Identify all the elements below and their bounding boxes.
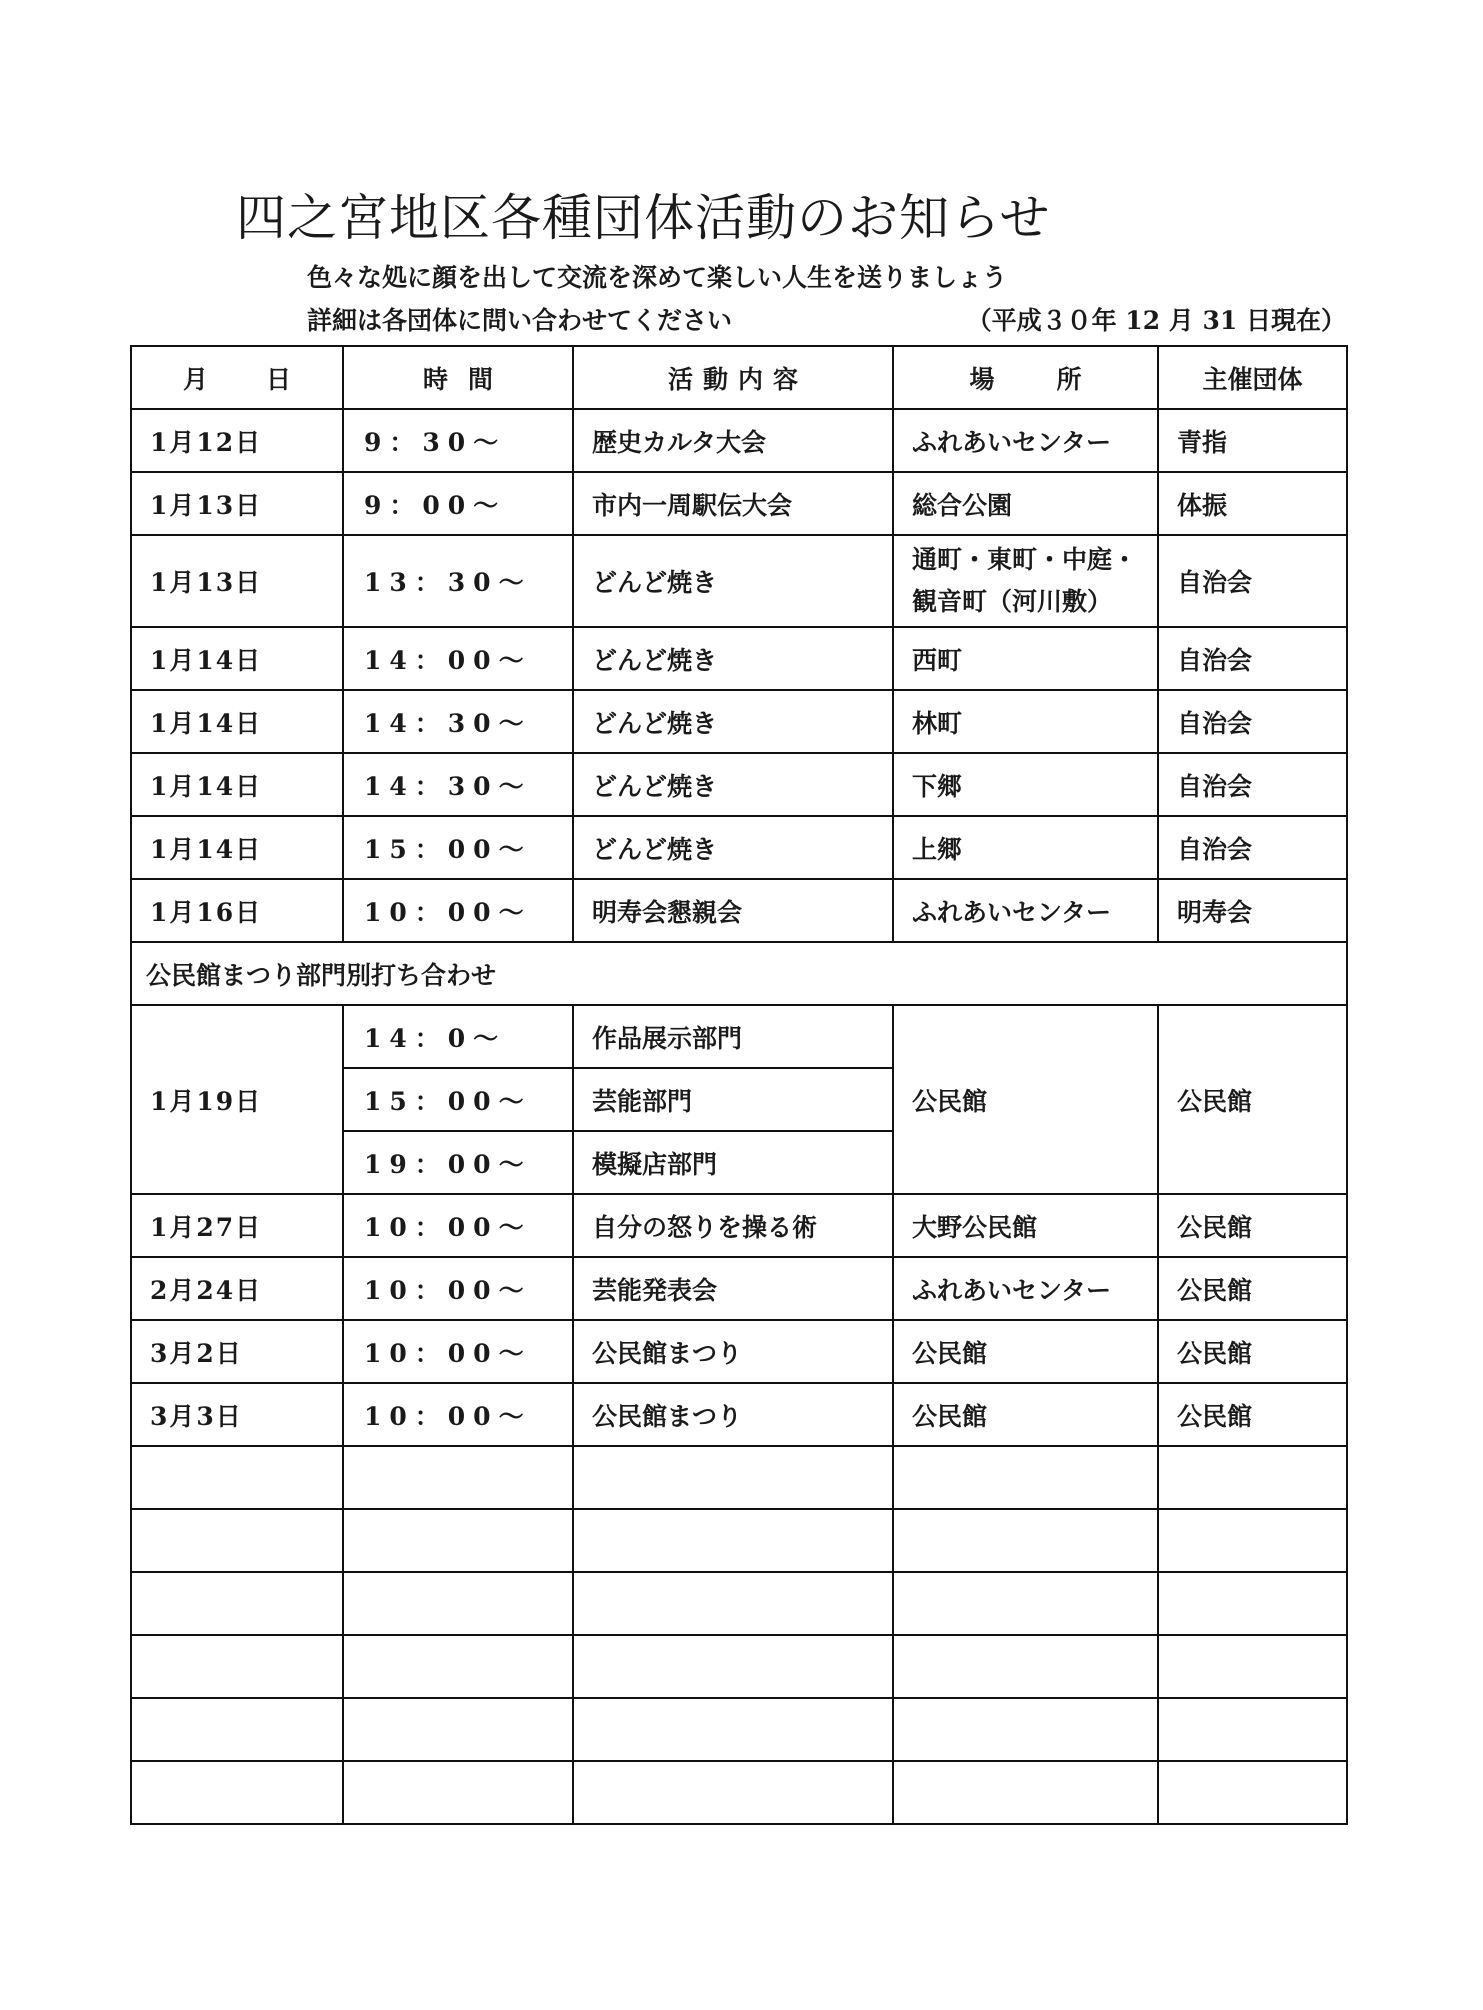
cell-place-empty xyxy=(893,1572,1158,1635)
cell-activity-empty xyxy=(573,1572,893,1635)
cell-date: 1月13日 xyxy=(131,535,343,627)
cell-time: 15：00～ xyxy=(343,816,573,879)
cell-organizer: 公民館 xyxy=(1158,1383,1347,1446)
activity-schedule-table xyxy=(130,345,1348,1825)
header-organizer xyxy=(1158,346,1347,409)
table-row-group xyxy=(131,1005,1347,1068)
section-heading: 公民館まつり部門別打ち合わせ xyxy=(131,942,1347,1005)
cell-organizer: 自治会 xyxy=(1158,627,1347,690)
header-date xyxy=(131,346,349,409)
empty-table-row xyxy=(131,1761,1347,1824)
table-row xyxy=(131,627,1347,690)
cell-place: 林町 xyxy=(893,690,1158,753)
cell-time: 10：00～ xyxy=(343,1194,573,1257)
empty-table-row xyxy=(131,1635,1347,1698)
cell-date-empty xyxy=(131,1635,343,1698)
contact-note: 詳細は各団体に問い合わせてください xyxy=(307,306,733,335)
table-body xyxy=(131,409,1347,1824)
cell-time: 9：30～ xyxy=(343,409,573,472)
cell-place-empty xyxy=(893,1446,1158,1509)
cell-date-empty xyxy=(131,1698,343,1761)
section-heading-row xyxy=(131,942,1347,1005)
cell-organizer: 自治会 xyxy=(1158,690,1347,753)
cell-place: 大野公民館 xyxy=(893,1194,1158,1257)
cell-organizer-empty xyxy=(1158,1761,1347,1824)
cell-activity: どんど焼き xyxy=(573,816,893,879)
cell-date: 1月12日 xyxy=(131,409,343,472)
cell-time-empty xyxy=(343,1509,573,1572)
cell-place: 公民館 xyxy=(893,1383,1158,1446)
cell-time: 10：00～ xyxy=(343,879,573,942)
cell-date: 1月16日 xyxy=(131,879,343,942)
table-row xyxy=(131,879,1347,942)
cell-date: 1月14日 xyxy=(131,627,343,690)
header-time xyxy=(343,346,573,409)
cell-activity: 自分の怒りを操る術 xyxy=(573,1194,893,1257)
document-subtitle: 色々な処に顔を出して交流を深めて楽しい人生を送りましょう xyxy=(307,263,1008,292)
cell-time: 14：00～ xyxy=(343,627,573,690)
table-row xyxy=(131,472,1347,535)
cell-activity-empty xyxy=(573,1635,893,1698)
cell-activity: 芸能部門 xyxy=(573,1068,893,1131)
cell-place: 下郷 xyxy=(893,753,1158,816)
header-activity-label: 活動内容 xyxy=(667,364,808,394)
cell-activity: 作品展示部門 xyxy=(573,1005,893,1068)
cell-time-empty xyxy=(343,1572,573,1635)
cell-time: 14：30～ xyxy=(343,690,573,753)
cell-place: 公民館 xyxy=(893,1320,1158,1383)
cell-date-empty xyxy=(131,1761,343,1824)
cell-activity-empty xyxy=(573,1446,893,1509)
cell-activity: どんど焼き xyxy=(573,535,893,627)
cell-date: 2月24日 xyxy=(131,1257,343,1320)
header-date-label: 月日 xyxy=(182,364,349,394)
cell-time: 13：30～ xyxy=(343,535,573,627)
cell-organizer-empty xyxy=(1158,1446,1347,1509)
header-activity xyxy=(573,346,893,409)
cell-place: ふれあいセンター xyxy=(893,879,1158,942)
cell-time: 14：30～ xyxy=(343,753,573,816)
document-title: 四之宮地区各種団体活動のお知らせ xyxy=(236,189,1051,247)
empty-table-row xyxy=(131,1509,1347,1572)
cell-time-empty xyxy=(343,1761,573,1824)
cell-time-empty xyxy=(343,1698,573,1761)
cell-time-empty xyxy=(343,1635,573,1698)
cell-place-empty xyxy=(893,1509,1158,1572)
cell-activity-empty xyxy=(573,1698,893,1761)
cell-date: 1月14日 xyxy=(131,690,343,753)
cell-date: 3月2日 xyxy=(131,1320,343,1383)
cell-place-empty xyxy=(893,1761,1158,1824)
as-of-date: （平成３０年 12 月 31 日現在） xyxy=(966,306,1346,335)
cell-activity: どんど焼き xyxy=(573,753,893,816)
table-row xyxy=(131,1383,1347,1446)
cell-place: 上郷 xyxy=(893,816,1158,879)
cell-organizer: 青指 xyxy=(1158,409,1347,472)
cell-date: 3月3日 xyxy=(131,1383,343,1446)
cell-activity-empty xyxy=(573,1761,893,1824)
cell-activity: 明寿会懇親会 xyxy=(573,879,893,942)
cell-organizer: 公民館 xyxy=(1158,1194,1347,1257)
cell-time-empty xyxy=(343,1446,573,1509)
table-row xyxy=(131,753,1347,816)
cell-organizer-empty xyxy=(1158,1572,1347,1635)
empty-table-row xyxy=(131,1572,1347,1635)
cell-time: 14：0～ xyxy=(343,1005,573,1068)
cell-place: 総合公園 xyxy=(893,472,1158,535)
empty-table-row xyxy=(131,1446,1347,1509)
empty-table-row xyxy=(131,1698,1347,1761)
cell-place-empty xyxy=(893,1698,1158,1761)
table-row xyxy=(131,1194,1347,1257)
header-time-label: 時間 xyxy=(422,364,513,394)
cell-place: ふれあいセンター xyxy=(893,409,1158,472)
cell-place: ふれあいセンター xyxy=(893,1257,1158,1320)
cell-organizer: 体振 xyxy=(1158,472,1347,535)
cell-activity: どんど焼き xyxy=(573,627,893,690)
table-row xyxy=(131,409,1347,472)
cell-date: 1月14日 xyxy=(131,816,343,879)
cell-activity: 公民館まつり xyxy=(573,1320,893,1383)
cell-organizer: 自治会 xyxy=(1158,753,1347,816)
cell-place: 公民館 xyxy=(893,1005,1158,1194)
cell-date-empty xyxy=(131,1572,343,1635)
cell-organizer-empty xyxy=(1158,1509,1347,1572)
cell-time: 10：00～ xyxy=(343,1257,573,1320)
table-row xyxy=(131,816,1347,879)
cell-organizer-empty xyxy=(1158,1698,1347,1761)
cell-organizer: 公民館 xyxy=(1158,1320,1347,1383)
table-header-row xyxy=(131,346,1347,409)
cell-activity: どんど焼き xyxy=(573,690,893,753)
header-organizer-label: 主催団体 xyxy=(1202,364,1303,394)
cell-time: 9：00～ xyxy=(343,472,573,535)
cell-date: 1月19日 xyxy=(131,1005,343,1194)
table-row xyxy=(131,535,1347,627)
cell-organizer: 公民館 xyxy=(1158,1005,1347,1194)
cell-activity: 歴史カルタ大会 xyxy=(573,409,893,472)
cell-organizer: 公民館 xyxy=(1158,1257,1347,1320)
cell-organizer: 自治会 xyxy=(1158,816,1347,879)
table-row xyxy=(131,690,1347,753)
cell-date: 1月27日 xyxy=(131,1194,343,1257)
header-place xyxy=(893,346,1158,409)
table-row xyxy=(131,1320,1347,1383)
cell-date: 1月14日 xyxy=(131,753,343,816)
cell-place: 西町 xyxy=(893,627,1158,690)
cell-place: 通町・東町・中庭・観音町（河川敷） xyxy=(893,535,1158,627)
cell-time: 19：00～ xyxy=(343,1131,573,1194)
cell-organizer: 明寿会 xyxy=(1158,879,1347,942)
header-place-label: 場所 xyxy=(969,364,1144,394)
cell-date-empty xyxy=(131,1446,343,1509)
cell-time: 10：00～ xyxy=(343,1383,573,1446)
cell-time: 10：00～ xyxy=(343,1320,573,1383)
cell-activity-empty xyxy=(573,1509,893,1572)
cell-activity: 芸能発表会 xyxy=(573,1257,893,1320)
cell-time: 15：00～ xyxy=(343,1068,573,1131)
cell-activity: 模擬店部門 xyxy=(573,1131,893,1194)
cell-activity: 市内一周駅伝大会 xyxy=(573,472,893,535)
cell-organizer: 自治会 xyxy=(1158,535,1347,627)
cell-activity: 公民館まつり xyxy=(573,1383,893,1446)
cell-date: 1月13日 xyxy=(131,472,343,535)
cell-organizer-empty xyxy=(1158,1635,1347,1698)
table-row xyxy=(131,1257,1347,1320)
cell-date-empty xyxy=(131,1509,343,1572)
cell-place-empty xyxy=(893,1635,1158,1698)
